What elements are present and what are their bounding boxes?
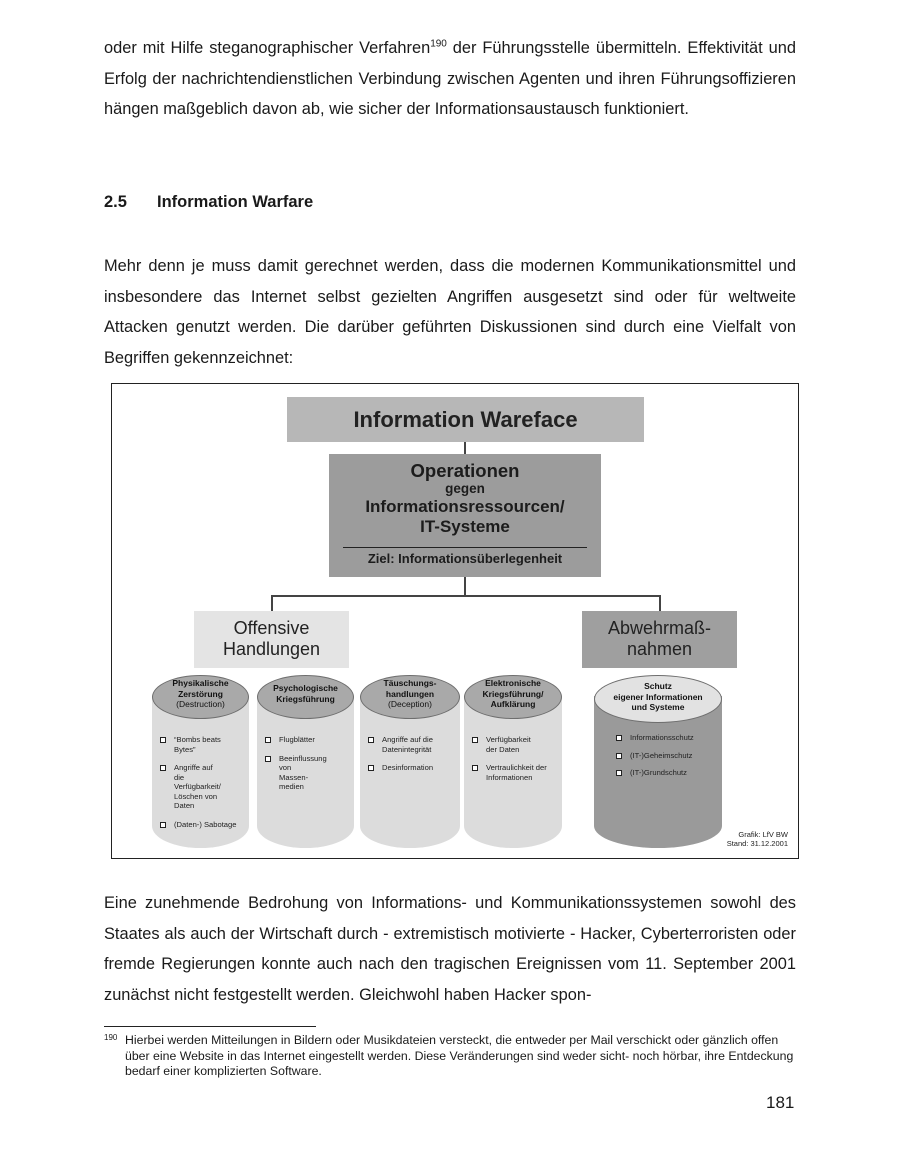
connector-line — [464, 442, 466, 454]
list-item: “Bombs beats Bytes” — [158, 735, 245, 754]
defense-label-2: nahmen — [626, 639, 693, 659]
section-title: Information Warfare — [157, 193, 314, 211]
paragraph-intro — [104, 33, 796, 125]
list-item: Angriffe auf die Datenintegrität — [366, 735, 456, 754]
figure-title: Information Wareface — [287, 397, 644, 442]
figure-credit — [727, 830, 788, 848]
footnote-divider — [104, 1026, 316, 1027]
cylinder-heading-line: (Deception) — [388, 699, 432, 709]
cylinder-heading-line: Kriegsführung — [276, 693, 335, 704]
connector-line — [659, 595, 661, 611]
defense-measures-box — [582, 611, 737, 668]
offensive-label-2: Handlungen — [222, 639, 321, 659]
list-item: Beeinflussung von Massen-medien — [263, 754, 350, 792]
cylinder-item-list — [614, 733, 718, 787]
footnote-number: 190 — [104, 1033, 118, 1042]
list-item: Flugblätter — [263, 735, 350, 745]
cylinder-heading-line: eigener Informationen — [613, 691, 703, 702]
cylinder-item-list — [158, 735, 245, 838]
connector-line — [271, 595, 661, 597]
figure-credit-date: Stand: 31.12.2001 — [726, 839, 788, 848]
cylinder-heading-line: Physikalische — [172, 678, 229, 688]
cylinder-heading — [594, 681, 722, 713]
connector-line — [464, 577, 466, 595]
cylinder-heading-line: Elektronische — [485, 678, 541, 688]
list-item: (IT-)Grundschutz — [614, 768, 718, 778]
operations-goal: Ziel: Informationsüberlegenheit — [367, 551, 563, 566]
list-item: (Daten-) Sabotage — [158, 820, 245, 830]
list-item: Vertraulichkeit der Informationen — [470, 763, 558, 782]
list-item: Angriffe auf die Verfügbarkeit/ Löschen von Daten — [158, 763, 245, 811]
cylinder-protection — [594, 675, 722, 848]
operations-resources-label: Informationsressourcen/ — [365, 497, 565, 516]
offensive-label-1: Offensive — [233, 618, 310, 638]
cylinder-heading-line: Zerstörung — [178, 688, 223, 699]
list-item: Informationsschutz — [614, 733, 718, 743]
cylinder-heading-line: Psychologische — [273, 683, 338, 693]
list-item: Desinformation — [366, 763, 456, 773]
cylinder-item-list — [263, 735, 350, 801]
operations-divider — [343, 547, 587, 548]
connector-line — [271, 595, 273, 611]
operations-systems-label: IT-Systeme — [420, 517, 510, 536]
cylinder-heading — [464, 678, 562, 710]
footnote — [104, 1033, 798, 1080]
page-number: 181 — [766, 1093, 795, 1112]
cylinder-physical-destruction — [152, 675, 249, 848]
section-number: 2.5 — [104, 193, 127, 211]
cylinder-psychological-warfare — [257, 675, 354, 848]
list-item: Verfügbarkeit der Daten — [470, 735, 558, 754]
cylinder-deception — [360, 675, 460, 848]
cylinder-item-list — [470, 735, 558, 791]
list-item: (IT-)Geheimschutz — [614, 751, 718, 761]
footnote-reference[interactable]: 190 — [430, 38, 447, 50]
offensive-actions-box — [194, 611, 349, 668]
cylinder-heading-line: Schutz — [644, 681, 672, 691]
cylinder-heading-line: Aufklärung — [490, 699, 536, 709]
cylinder-item-list — [366, 735, 456, 782]
operations-label: Operationen — [410, 460, 520, 481]
paragraph-threat: Eine zunehmende Bedrohung von Informations- und Kommunikationssystemen sowohl des Staates als auch der Wirtschaft durch - extremistisch motivierte - Hacker, Cyberterroristen oder fremde Regierungen konnte auch nach den tragischen Ereignissen vom 11. September 2001 zunächst nicht festgestellt werden. Gleichwohl haben Hacker spon- — [104, 894, 796, 1004]
section-heading — [104, 193, 313, 212]
cylinder-heading-line: Täuschungs- — [383, 678, 437, 688]
cylinder-heading-line: und Systeme — [631, 702, 685, 712]
information-warfare-figure — [111, 383, 799, 859]
cylinder-heading — [257, 683, 354, 704]
cylinder-heading-line: (Destruction) — [176, 699, 225, 709]
paragraph-intro-text-cont: der Führungsstelle übermitteln. Effektivität und Erfolg der nachrichtendienstlichen Verbindung zwischen Agenten und ihren Führungsoffizieren hängen maßgeblich davon ab, wie sicher der Informationsaustausch funktioniert. — [104, 39, 796, 118]
cylinder-heading-line: handlungen — [385, 688, 435, 699]
defense-label-1: Abwehrmaß- — [607, 618, 712, 638]
cylinder-heading-line: Kriegsführung/ — [482, 688, 544, 699]
operations-box — [329, 454, 601, 577]
cylinder-heading — [152, 678, 249, 710]
cylinder-heading — [360, 678, 460, 710]
footnote-text: Hierbei werden Mitteilungen in Bildern oder Musikdateien versteckt, die entweder per Mail verschickt oder gänzlich offen über eine Website in das Internet eingestellt werden. Diese Veränderungen sind weder sicht- noch hörbar, ihre Entdeckung bedarf einer komplizierten Software. — [125, 1033, 794, 1078]
paragraph-information-warfare: Mehr denn je muss damit gerechnet werden, dass die modernen Kommunikationsmittel und insbesondere das Internet selbst gezielten Angriffen ausgesetzt sind oder für weltweite Attacken genutzt werden. Die darüber geführten Diskussionen sind durch eine Vielfalt von Begriffen gekennzeichnet: — [104, 257, 796, 367]
operations-against-label: gegen — [445, 481, 485, 496]
cylinder-electronic-warfare — [464, 675, 562, 848]
paragraph-intro-text: oder mit Hilfe steganographischer Verfahren — [104, 39, 431, 57]
figure-credit-source: Grafik: LfV BW — [738, 830, 788, 839]
